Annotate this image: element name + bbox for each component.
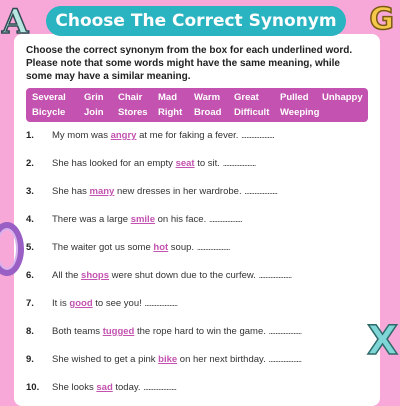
word-box-item: Chair xyxy=(118,92,143,103)
sentence-text: Both teams xyxy=(52,326,103,337)
underlined-word: seat xyxy=(175,158,195,169)
sentence-row xyxy=(26,129,356,143)
word-box-item: Great xyxy=(234,92,259,103)
answer-blank[interactable]: .................... xyxy=(258,270,292,281)
underlined-word: bike xyxy=(158,354,178,365)
sentence-text: today. xyxy=(112,382,141,393)
underlined-word: angry xyxy=(110,130,137,141)
sentence-number: 6. xyxy=(26,270,34,281)
sentence-row xyxy=(26,381,356,395)
decorative-letter-x: X xyxy=(367,318,398,364)
sentence-number: 3. xyxy=(26,186,34,197)
answer-blank[interactable]: .................... xyxy=(208,214,242,225)
word-box-item: Weeping xyxy=(280,107,320,118)
sentence-number: 8. xyxy=(26,326,34,337)
answer-blank[interactable]: .................... xyxy=(143,382,177,393)
sentence-text: at me for faking a fever. xyxy=(136,130,239,141)
sentence-number: 1. xyxy=(26,130,34,141)
sentence-text: She wished to get a pink xyxy=(52,354,159,365)
sentence-text: the rope hard to win the game. xyxy=(134,326,266,337)
sentence-row xyxy=(26,269,356,283)
sentence-text: on his face. xyxy=(154,214,207,225)
sentence-row xyxy=(26,157,356,171)
word-box-item: Mad xyxy=(158,92,177,103)
instructions-text: Choose the correct synonym from the box for each underlined word. Please note that some words might have the same meaning, while some may have a similar meaning. xyxy=(26,45,353,82)
sentence-number: 4. xyxy=(26,214,34,225)
word-box-item: Bicycle xyxy=(32,107,66,118)
underlined-word: good xyxy=(69,298,93,309)
word-box-item: Several xyxy=(32,92,66,103)
sentence-text: She has xyxy=(52,186,90,197)
sentence-text: It is xyxy=(52,298,70,309)
underlined-word: tugged xyxy=(102,326,135,337)
word-box-item: Warm xyxy=(194,92,221,103)
answer-blank[interactable]: .................... xyxy=(241,130,274,141)
sentence-row xyxy=(26,213,356,227)
sentence-number: 2. xyxy=(26,158,34,169)
sentence-number: 9. xyxy=(26,354,34,365)
underlined-word: sad xyxy=(96,382,113,393)
word-box-item: Right xyxy=(158,107,183,118)
sentence-row xyxy=(26,353,356,367)
sentence-row xyxy=(26,241,356,255)
worksheet-sheet xyxy=(14,34,380,406)
sentence-text: All the xyxy=(52,270,82,281)
word-box-item: Pulled xyxy=(280,92,309,103)
sentence-text: were shut down due to the curfew. xyxy=(109,270,256,281)
word-box-item: Unhappy xyxy=(322,92,363,103)
answer-blank[interactable]: .................... xyxy=(144,298,178,309)
sentence-row xyxy=(26,185,356,199)
word-box-item: Grin xyxy=(84,92,104,103)
sentence-text: The waiter got us some xyxy=(52,242,154,253)
underlined-word: hot xyxy=(153,242,169,253)
sentence-text: to see you! xyxy=(92,298,142,309)
word-box-item: Stores xyxy=(118,107,148,118)
sentence-number: 5. xyxy=(26,242,34,253)
answer-blank[interactable]: .................... xyxy=(196,242,230,253)
sentence-row xyxy=(26,325,356,339)
sentence-number: 10. xyxy=(26,382,40,393)
word-box-item: Difficult xyxy=(234,107,270,118)
word-box xyxy=(26,88,368,122)
answer-blank[interactable]: .................... xyxy=(268,326,302,337)
sentence-text: She has looked for an empty xyxy=(52,158,176,169)
answer-blank[interactable]: .................... xyxy=(268,354,302,365)
word-box-item: Broad xyxy=(194,107,222,118)
sentence-number: 7. xyxy=(26,298,34,309)
decorative-letter-a: A xyxy=(2,2,29,42)
word-box-item: Join xyxy=(84,107,104,118)
answer-blank[interactable]: .................... xyxy=(244,186,278,197)
underlined-word: smile xyxy=(130,214,155,225)
sentence-row xyxy=(26,297,356,311)
underlined-word: shops xyxy=(81,270,110,281)
answer-blank[interactable]: .................... xyxy=(222,158,256,169)
sentence-text: She looks xyxy=(52,382,97,393)
sentence-text: There was a large xyxy=(52,214,131,225)
sentence-text: soup. xyxy=(168,242,195,253)
sentence-text: to sit. xyxy=(194,158,220,169)
worksheet-title: Choose The Correct Synonym xyxy=(46,6,346,36)
decorative-letter-g: G xyxy=(369,2,394,37)
underlined-word: many xyxy=(89,186,115,197)
sentence-text: on her next birthday. xyxy=(177,354,266,365)
sentence-text: new dresses in her wardrobe. xyxy=(114,186,242,197)
sentence-text: My mom was xyxy=(52,130,111,141)
